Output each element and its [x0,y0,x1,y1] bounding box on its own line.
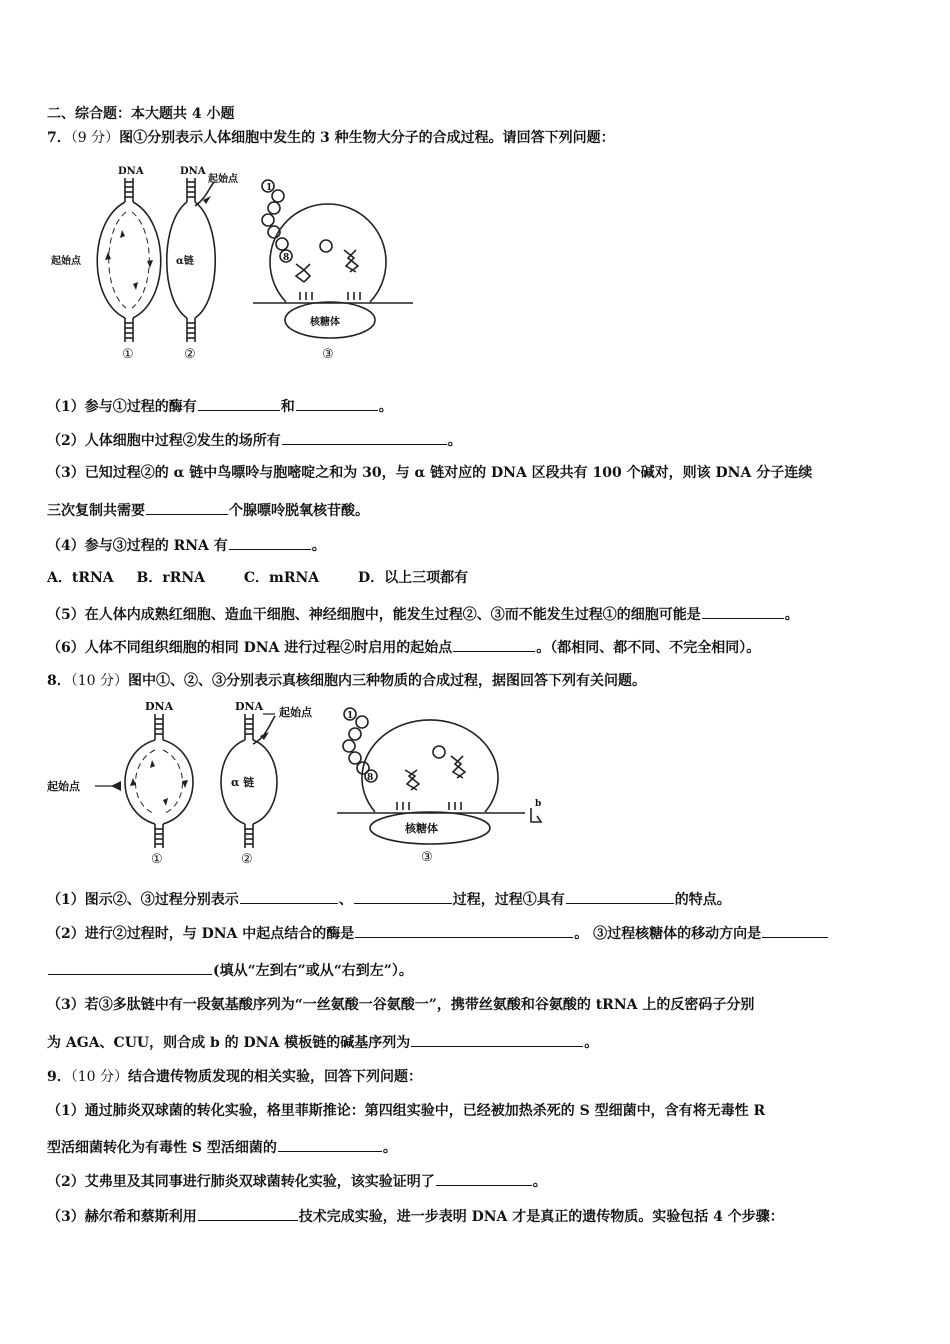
q7-part2 [47,430,462,451]
q7-fig-caption-3: ③ [322,347,334,362]
q7-p5-blank[interactable] [702,604,784,619]
q7-p4-text-a: （4）参与③过程的 RNA 有 [47,538,228,554]
q7-part1 [47,396,393,417]
section-title: 二、综合题：本大题共 4 小题 [47,106,235,122]
q8-figure [45,700,545,868]
q8-part3-line1: （3）若③多肽链中有一段氨基酸序列为“一丝氨酸一谷氨酸一”，携带丝氨酸和谷氨酸的 tRNA 上的反密码子分别 [47,997,755,1013]
q8-stem-line [47,671,646,691]
q7-fig-num-8: 8 [283,253,290,263]
q8-part1 [47,889,731,910]
q9-score: （10 分） [70,1069,129,1085]
q9-p3-blank[interactable] [198,1206,298,1221]
q9-p1-text-b: 型活细菌转化为有毒性 S 型活细菌的 [47,1140,277,1156]
q8-p2-text-b: 。 ③过程核糖体的移动方向是 [574,926,762,942]
q7-p1-text-a: （1）参与①过程的酶有 [47,399,197,415]
q7-figure [48,160,448,365]
q7-fig-alpha-label: α链 [176,256,194,267]
q8-fig-num-1: 1 [347,711,354,721]
q9-stem-line [47,1067,422,1087]
q7-option-c[interactable]: C．mRNA [243,570,320,586]
q7-p6-text-b: 。（都相同、都不同、不完全相同）。 [536,640,761,656]
q9-p2-blank[interactable] [436,1171,532,1186]
q7-score: （9 分） [70,130,120,146]
q9-part1-line1: （1）通过肺炎双球菌的转化实验，格里菲斯推论：第四组实验中，已经被加热杀死的 S 型细菌中，含有将无毒性 R [47,1103,766,1119]
q8-fig-ribosome-label: 核糖体 [405,822,438,835]
q8-p1-text-a: （1）图示②、③过程分别表示 [47,892,239,908]
q7-p6-text-a: （6）人体不同组织细胞的相同 DNA 进行过程②时启用的起始点 [47,640,453,656]
q7-stem: 图①分别表示人体细胞中发生的 3 种生物大分子的合成过程。请回答下列问题： [119,130,615,146]
q8-part3-line2 [47,1032,598,1053]
q9-part1-line2 [47,1137,397,1158]
q7-p1-blank-2[interactable] [296,396,378,411]
q7-p3-blank[interactable] [146,500,228,515]
q7-fig-caption-1: ① [122,347,134,362]
q7-stem-line [47,128,615,148]
q9-p2-text-a: （2）艾弗里及其同事进行肺炎双球菌转化实验，该实验证明了 [47,1174,435,1190]
q7-fig-start-label-2: 起始点 [208,174,238,185]
q7-p4-text-b: 。 [311,538,326,554]
q7-option-a[interactable]: A．tRNA [47,570,114,586]
q8-fig-caption-3: ③ [421,850,433,865]
q7-p5-text-b: 。 [784,607,799,623]
q7-fig-caption-2: ② [184,347,196,362]
q7-p5-text-a: （5）在人体内成熟红细胞、造血干细胞、神经细胞中，能发生过程②、③而不能发生过程①的细胞可能是 [47,607,701,623]
q9-p3-text-b: 技术完成实验，进一步表明 DNA 才是真正的遗传物质。实验包括 4 个步骤： [298,1209,784,1225]
q7-part3-line1: （3）已知过程②的 α 链中鸟嘌呤与胞嘧啶之和为 30，与 α 链对应的 DNA 区段共有 100 个碱对，则该 DNA 分子连续 [47,465,813,481]
q8-p3-text-b: 为 AGA、CUU，则合成 b 的 DNA 模板链的碱基序列为 [47,1035,411,1051]
q8-p2-blank-2b[interactable] [48,960,212,975]
q7-p3-text-b: 三次复制共需要 [47,503,145,519]
q7-options [47,568,468,588]
q7-p2-text-b: 。 [447,433,462,449]
q7-part5 [47,604,799,625]
q7-option-b[interactable]: B．rRNA [136,570,206,586]
q7-fig-start-label-1: 起始点 [51,256,81,267]
q8-part2-line1 [47,923,829,944]
q8-fig-dna-label-2: DNA [235,700,264,713]
q7-p2-blank[interactable] [282,430,447,445]
q9-p2-text-b: 。 [532,1174,547,1190]
q8-stem: 图中①、②、③分别表示真核细胞内三种物质的合成过程，据图回答下列有关问题。 [128,673,647,689]
q8-p2-text-c: (填从“左到右”或从“右到左”）。 [213,963,413,979]
q7-p3-text-c: 个腺嘌呤脱氧核苷酸。 [229,503,369,519]
q7-p6-blank[interactable] [453,637,535,652]
q7-part6 [47,637,760,658]
q8-p1-text-b: 、 [338,892,353,908]
q9-p3-text-a: （3）赫尔希和蔡斯利用 [47,1209,197,1225]
q9-p1-blank[interactable] [278,1137,382,1152]
q9-stem: 结合遗传物质发现的相关实验，回答下列问题： [128,1069,423,1085]
q7-fig-dna-label-1: DNA [118,166,144,177]
q8-fig-num-8: 8 [367,773,374,783]
q9-part2 [47,1171,547,1192]
q8-p2-blank-2a[interactable] [762,923,828,938]
q8-fig-caption-2: ② [241,852,253,867]
q8-p3-blank[interactable] [411,1032,583,1047]
q8-p3-text-c: 。 [584,1035,599,1051]
q8-fig-dna-label-1: DNA [145,700,174,713]
q7-part4 [47,535,326,556]
q7-p1-text-c: 。 [378,399,393,415]
q8-p1-text-d: 的特点。 [674,892,731,908]
q8-fig-caption-1: ① [151,852,163,867]
q8-fig-b-label: b [535,799,542,809]
q7-p2-text-a: （2）人体细胞中过程②发生的场所有 [47,433,281,449]
q8-part2-line2 [47,960,413,981]
q8-fig-start-label-2: 起始点 [279,706,312,719]
q8-p2-blank-1[interactable] [355,923,573,938]
q7-fig-num-1: 1 [266,183,273,193]
q8-p1-blank-1[interactable] [240,889,338,904]
q8-fig-alpha-label: α 链 [231,776,255,789]
q7-option-d[interactable]: D．以上三项都有 [358,570,469,586]
q8-p1-text-c: 过程，过程①具有 [452,892,565,908]
q8-p1-blank-3[interactable] [566,889,674,904]
q8-number: 8． [47,673,71,689]
q7-fig-dna-label-2: DNA [180,166,206,177]
q7-part3-line2 [47,500,369,521]
q9-number: 9． [47,1069,71,1085]
q8-p2-text-a: （2）进行②过程时，与 DNA 中起点结合的酶是 [47,926,355,942]
q8-figure-svg [45,700,545,868]
q9-p1-text-c: 。 [382,1140,397,1156]
q7-p1-blank-1[interactable] [198,396,280,411]
q8-p1-blank-2[interactable] [354,889,452,904]
q9-part3 [47,1206,784,1227]
q8-score: （10 分） [70,673,129,689]
q7-p1-text-b: 和 [280,399,295,415]
q7-p4-blank[interactable] [229,535,311,550]
q8-fig-start-label-1: 起始点 [47,780,80,793]
q7-number: 7． [47,130,71,146]
q7-figure-svg [48,160,448,365]
q7-fig-ribosome-label: 核糖体 [310,317,340,328]
